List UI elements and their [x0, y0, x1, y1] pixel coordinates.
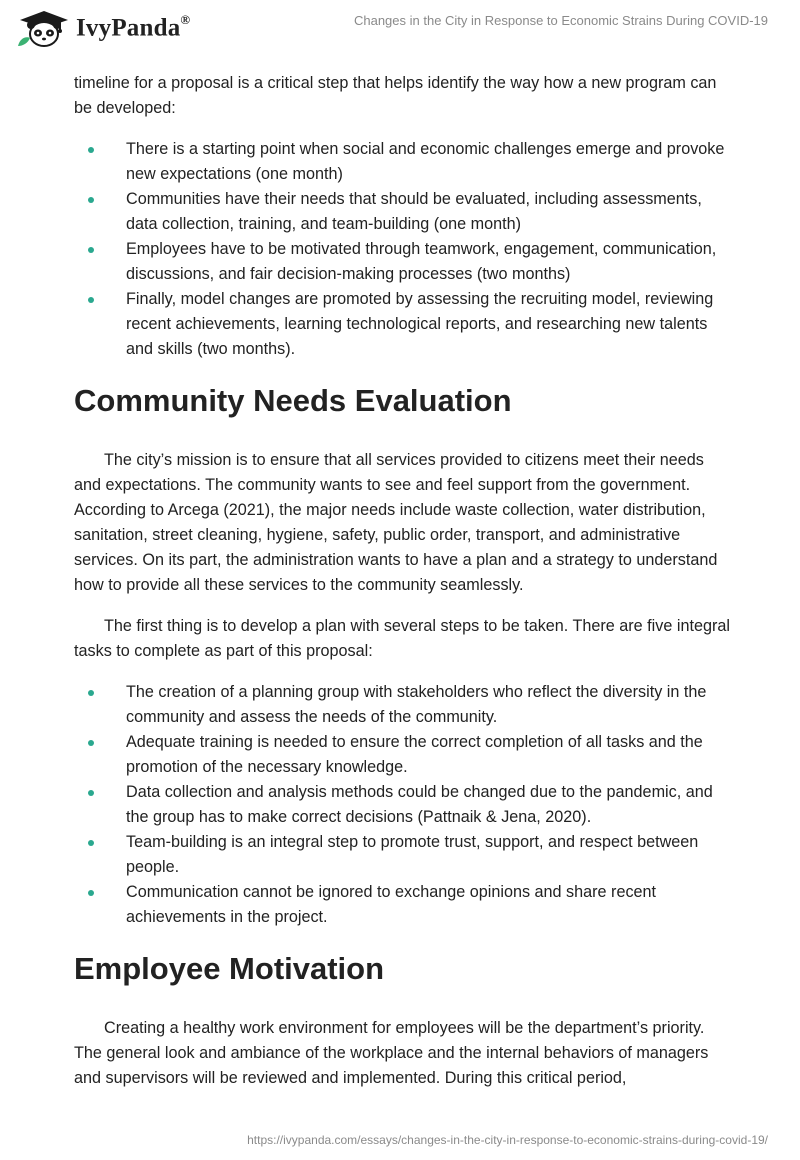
list-item: Data collection and analysis methods could be changed due to the pandemic, and the group has to make correct decisions (Pattnaik & Jena, 2020). [74, 780, 734, 830]
tasks-list [74, 680, 734, 930]
bullet-dot [88, 840, 94, 846]
section-heading-employee-motivation: Employee Motivation [74, 951, 385, 986]
intro-paragraph: timeline for a proposal is a critical step that helps identify the way how a new program can be developed: [74, 74, 717, 117]
community-paragraph-2: The first thing is to develop a plan with several steps to be taken. There are five integral tasks to complete as part of this proposal: [74, 617, 730, 660]
timeline-list [74, 137, 734, 362]
bullet-dot [88, 297, 94, 303]
list-item: Team-building is an integral step to promote trust, support, and respect between people. [74, 830, 734, 880]
bullet-dot [88, 247, 94, 253]
list-item: There is a starting point when social and economic challenges emerge and provoke new expectations (one month) [74, 137, 734, 187]
ivypanda-logo[interactable] [14, 8, 190, 48]
source-url-link[interactable]: https://ivypanda.com/essays/changes-in-the-city-in-response-to-economic-strains-during-covid-19/ [247, 1133, 768, 1147]
bullet-dot [88, 147, 94, 153]
community-paragraph-1: The city’s mission is to ensure that all services provided to citizens meet their needs and expectations. The community wants to see and feel support from the government. According to Arcega (2021), the major needs include waste collection, water distribution, sanitation, street cleaning, hygiene, safety, public order, transport, and administrative services. On its part, the administration wants to have a plan and a strategy to understand how to provide all these services to the community seamlessly. [74, 451, 718, 594]
logo-text: IvyPanda® [76, 11, 191, 42]
bullet-dot [88, 740, 94, 746]
page-header [0, 0, 800, 70]
section-heading-community-needs: Community Needs Evaluation [74, 383, 512, 418]
list-item: Employees have to be motivated through teamwork, engagement, communication, discussions, and fair decision-making processes (two months) [74, 237, 734, 287]
bullet-dot [88, 197, 94, 203]
essay-content [74, 71, 734, 1091]
motivation-paragraph-1: Creating a healthy work environment for employees will be the department’s priority. The general look and ambiance of the workplace and the internal behaviors of managers and supervisors will be reviewed and implemented. During this critical period, [74, 1019, 709, 1087]
bullet-dot [88, 690, 94, 696]
list-item: Finally, model changes are promoted by assessing the recruiting model, reviewing recent achievements, learning technological reports, and researching new talents and skills (two months). [74, 287, 734, 362]
list-item: Communication cannot be ignored to exchange opinions and share recent achievements in the project. [74, 880, 734, 930]
bullet-dot [88, 890, 94, 896]
list-item: Adequate training is needed to ensure the correct completion of all tasks and the promotion of the necessary knowledge. [74, 730, 734, 780]
bullet-dot [88, 790, 94, 796]
panda-graduate-icon [14, 8, 70, 48]
list-item: The creation of a planning group with stakeholders who reflect the diversity in the community and assess the needs of the community. [74, 680, 734, 730]
document-title: Changes in the City in Response to Economic Strains During COVID-19 [353, 13, 768, 28]
list-item: Communities have their needs that should be evaluated, including assessments, data collection, training, and team-building (one month) [74, 187, 734, 237]
